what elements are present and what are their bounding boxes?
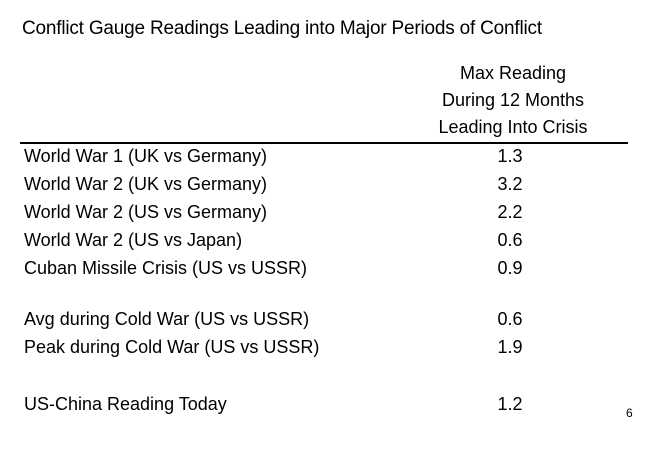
row-label: Avg during Cold War (US vs USSR) xyxy=(24,309,310,329)
column-header xyxy=(398,60,628,141)
row-label: World War 2 (UK vs Germany) xyxy=(24,174,268,194)
row-label: Cuban Missile Crisis (US vs USSR) xyxy=(24,258,308,278)
table-title: Conflict Gauge Readings Leading into Major Periods of Conflict xyxy=(22,18,542,39)
row-label: Peak during Cold War (US vs USSR) xyxy=(24,337,320,357)
row-label: World War 2 (US vs Japan) xyxy=(24,230,243,250)
row-label: World War 1 (UK vs Germany) xyxy=(24,146,268,166)
header-divider xyxy=(20,142,628,144)
row-value: 1.3 xyxy=(497,146,523,166)
table-row xyxy=(0,309,667,336)
page-number: 6 xyxy=(626,406,633,420)
row-value: 0.6 xyxy=(497,230,523,250)
row-value: 0.6 xyxy=(497,309,523,329)
table-row xyxy=(0,258,667,285)
column-header-line: Leading Into Crisis xyxy=(438,117,588,137)
row-value: 2.2 xyxy=(497,202,523,222)
row-value: 1.9 xyxy=(497,337,523,357)
table-row xyxy=(0,146,667,173)
table-row xyxy=(0,394,667,421)
row-value: 3.2 xyxy=(497,174,523,194)
row-value: 1.2 xyxy=(497,394,523,414)
table-row xyxy=(0,202,667,229)
row-label: US-China Reading Today xyxy=(24,394,227,414)
row-label: World War 2 (US vs Germany) xyxy=(24,202,268,222)
column-header-line: Max Reading xyxy=(459,63,567,83)
table-row xyxy=(0,174,667,201)
row-value: 0.9 xyxy=(497,258,523,278)
table-row xyxy=(0,230,667,257)
column-header-line: During 12 Months xyxy=(441,90,585,110)
table-row xyxy=(0,337,667,364)
